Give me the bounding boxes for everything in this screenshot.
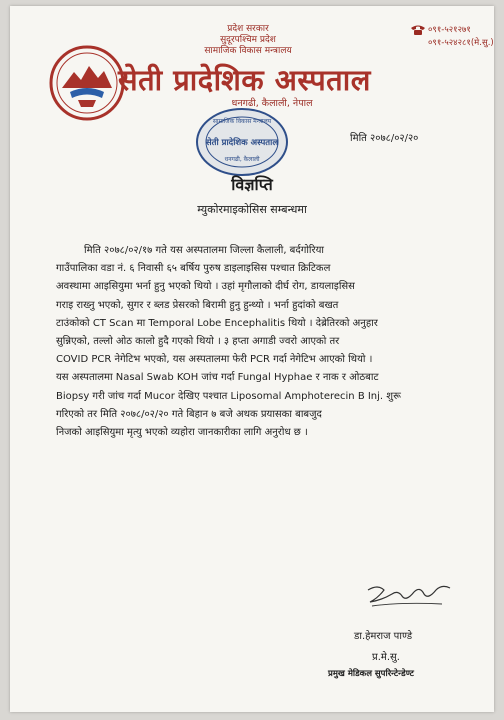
body-line: अवस्थामा आइसियुमा भर्ना हुनु भएको थियो । उहां मृगौलाको दीर्घ रोग, डायलाइसिस <box>56 281 355 293</box>
body-line: निजको आइसियुमा मृत्यु भएको व्यहोरा जानकारीका लागि अनुरोध छ । <box>56 427 308 439</box>
hospital-location: धनगढी, कैलाली, नेपाल <box>231 98 313 109</box>
govt-line: प्रदेश सरकार <box>227 24 269 34</box>
body-line: COVID PCR नेगेटिभ भएको, यस अस्पतालमा फेरी PCR गर्दा नेगेटिभ आएको थियो । <box>56 354 373 366</box>
stamp-center-text: सेती प्रादेशिक अस्पताल <box>205 138 279 148</box>
letter-date: मिति २०७८/०२/२० <box>350 133 419 144</box>
phone-number-1: ०९१-५२१२७१ <box>428 25 471 35</box>
body-line: मिति २०७८/०२/१७ गते यस अस्पतालमा जिल्ला कैलाली, बर्दगोरिया <box>84 245 324 256</box>
phone-icon <box>410 24 426 36</box>
signatory-name: डा.हेमराज पाण्डे <box>354 631 413 642</box>
notice-subject: म्युकोरमाइकोसिस सम्बन्धमा <box>197 203 307 216</box>
ministry-line: सामाजिक विकास मन्त्रालय <box>204 46 292 56</box>
body-line: यस अस्पतालमा Nasal Swab KOH जांच गर्दा Fungal Hyphae र नाक र ओठबाट <box>56 372 379 384</box>
body-line: Biopsy गरी जांच गर्दा Mucor देखिए पश्चात Liposomal Amphoterecin B Inj. शुरू <box>56 390 401 402</box>
nepal-emblem-logo <box>48 44 126 122</box>
body-line: टाउंकोको CT Scan मा Temporal Lobe Encephalitis थियो । देब्रेतिरको अनुहार <box>56 317 378 329</box>
stamp-outer-text: सामाजिक विकास मन्त्रालय <box>212 118 272 125</box>
handwritten-signature <box>362 578 458 616</box>
signatory-role: प्रमुख मेडिकल सुपरिन्टेन्डेण्ट <box>328 669 414 679</box>
phone-number-2: ०९१-५२४२८१(मे.सु.) <box>428 38 494 48</box>
stamp-bottom-text: धनगढी, कैलाली <box>224 156 260 163</box>
letter-page <box>10 6 494 712</box>
body-line: सुन्निएको, तल्लो ओठ कालो हुदै गएको थियो । ३ हप्ता अगाडी ज्वरो आएको तर <box>56 336 340 348</box>
office-stamp <box>194 106 290 178</box>
body-line: गाउँपालिका वडा नं. ६ निवासी ६५ बर्षिय पुरुष डाइलाइसिस पश्चात क्रिटिकल <box>56 263 331 275</box>
body-line: गरिएको तर मिति २०७८/०२/२० गते बिहान ७ बजे अथक प्रयासका बाबजुद <box>56 408 322 420</box>
signatory-abbr: प्र.मे.सु. <box>372 652 400 663</box>
notice-title: विज्ञप्ति <box>231 175 273 194</box>
province-line: सुदूरपश्चिम प्रदेश <box>220 35 276 45</box>
notice-body <box>56 242 458 442</box>
hospital-name: सेती प्रादेशिक अस्पताल <box>118 63 371 97</box>
body-line: गराइ राख्नु भएको, सुगर र ब्लड प्रेसरको बिरामी हुनु हुन्थ्यो । भर्ना हुदांको बखत <box>56 299 339 311</box>
